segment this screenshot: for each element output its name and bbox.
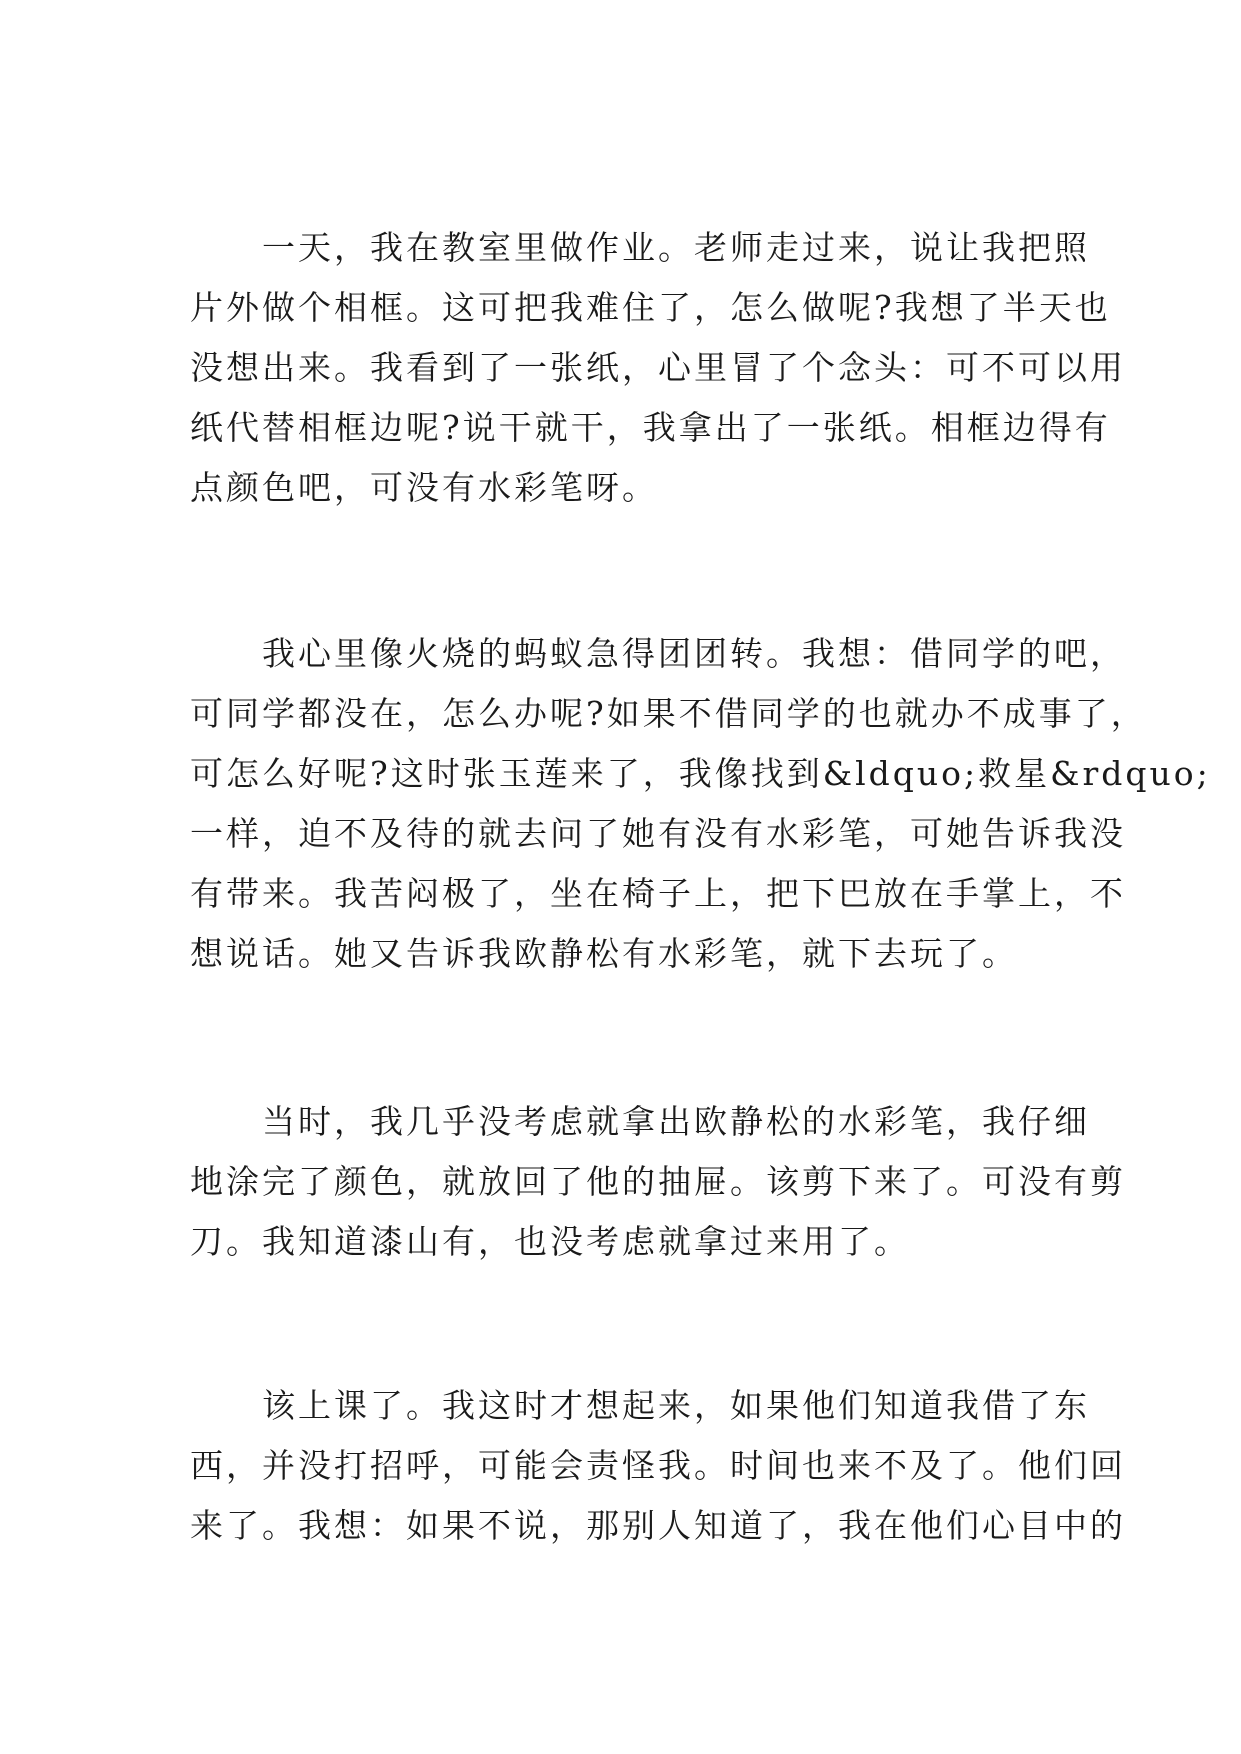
text-line: 西，并没打招呼，可能会责怪我。时间也来不及了。他们回 bbox=[190, 1446, 1126, 1485]
paragraph-1 bbox=[190, 218, 1126, 518]
text-line: 一样，迫不及待的就去问了她有没有水彩笔，可她告诉我没 bbox=[190, 814, 1126, 853]
text-line: 没想出来。我看到了一张纸，心里冒了个念头：可不可以用 bbox=[190, 348, 1126, 387]
text-line: 有带来。我苦闷极了，坐在椅子上，把下巴放在手掌上，不 bbox=[190, 874, 1126, 913]
text-line: 地涂完了颜色，就放回了他的抽屉。该剪下来了。可没有剪 bbox=[190, 1162, 1126, 1201]
text-line: 可同学都没在，怎么办呢?如果不借同学的也就办不成事了， bbox=[190, 694, 1147, 733]
text-line: 该上课了。我这时才想起来，如果他们知道我借了东 bbox=[190, 1386, 1090, 1425]
text-line: 来了。我想：如果不说，那别人知道了，我在他们心目中的 bbox=[190, 1506, 1126, 1545]
paragraph-3 bbox=[190, 1092, 1126, 1272]
text-line: 可怎么好呢?这时张玉莲来了，我像找到&ldquo;救星&rdquo; bbox=[190, 754, 1211, 793]
text-line: 当时，我几乎没考虑就拿出欧静松的水彩笔，我仔细 bbox=[190, 1102, 1090, 1141]
text-line: 一天，我在教室里做作业。老师走过来，说让我把照 bbox=[190, 228, 1090, 267]
text-line: 我心里像火烧的蚂蚁急得团团转。我想：借同学的吧， bbox=[190, 634, 1126, 673]
text-line: 点颜色吧，可没有水彩笔呀。 bbox=[190, 468, 658, 507]
text-line: 纸代替相框边呢?说干就干，我拿出了一张纸。相框边得有 bbox=[190, 408, 1111, 447]
paragraph-2 bbox=[190, 624, 1211, 984]
text-line: 想说话。她又告诉我欧静松有水彩笔，就下去玩了。 bbox=[190, 934, 1018, 973]
text-line: 片外做个相框。这可把我难住了，怎么做呢?我想了半天也 bbox=[190, 288, 1111, 327]
paragraph-4 bbox=[190, 1376, 1126, 1556]
text-line: 刀。我知道漆山有，也没考虑就拿过来用了。 bbox=[190, 1222, 910, 1261]
